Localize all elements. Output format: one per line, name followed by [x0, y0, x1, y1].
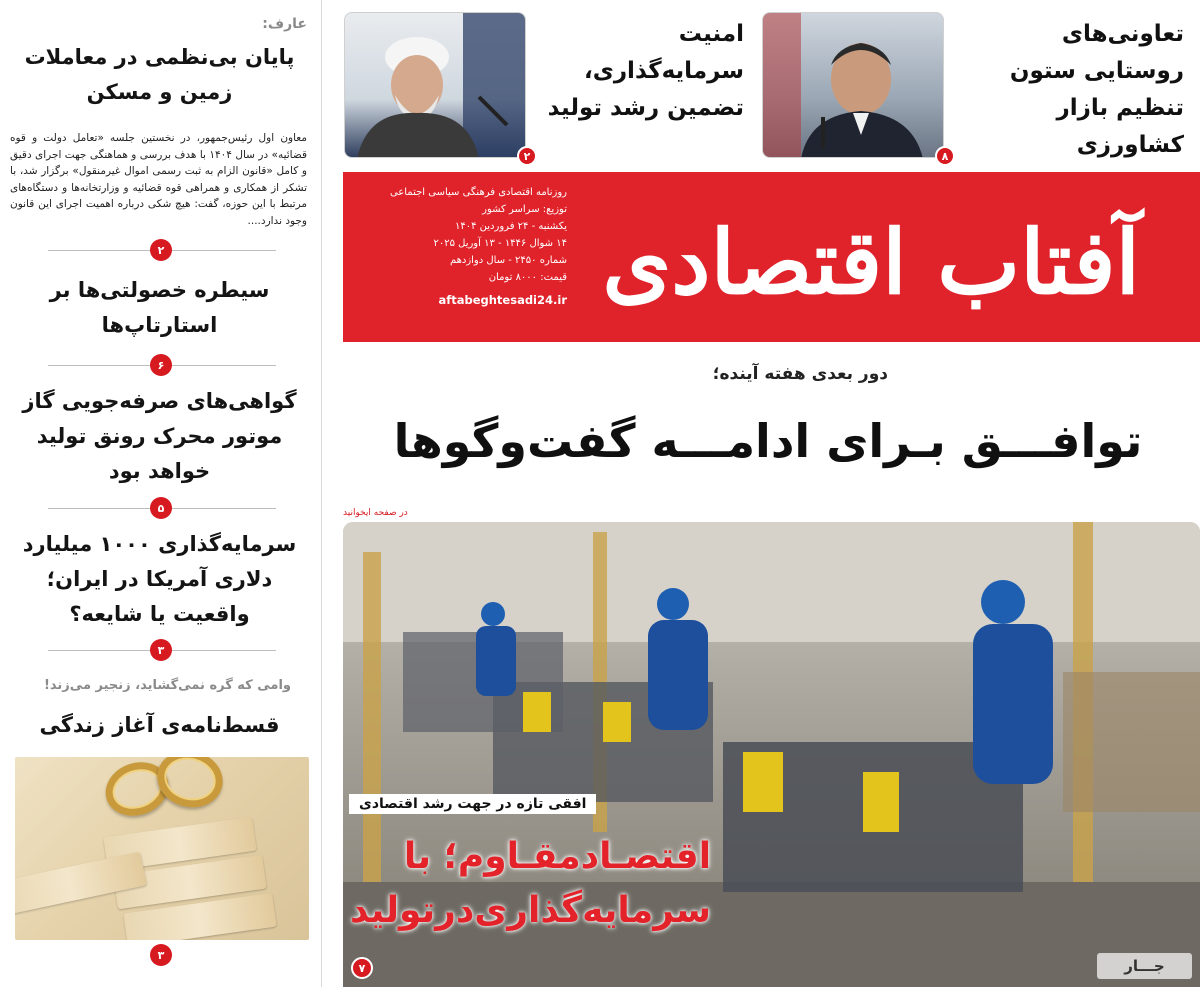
teaser-right-page-badge: ۸: [935, 146, 955, 166]
continue-note: در صفحه ایخوانید: [343, 508, 408, 518]
issue-info: [357, 184, 567, 309]
sidebar-news-column: [0, 0, 322, 987]
photo-story-title-line1: اقتصـادمقـاوم؛ با: [403, 836, 712, 877]
photo-story-kicker: افقی تازه در جهت رشد اقتصادی: [349, 794, 596, 814]
story2-title[interactable]: سیطره خصولتی‌ها بر استارتاپ‌ها: [49, 278, 270, 337]
story5-page-badge: ۳: [150, 944, 172, 966]
teaser-left-title[interactable]: امنیت سرمایه‌گذاری، تضمین رشد تولید: [547, 21, 744, 121]
story5-title[interactable]: قسط‌نامه‌ی آغاز زندگی: [39, 713, 280, 737]
ring-image: [151, 757, 229, 815]
photo-story-title[interactable]: [350, 830, 711, 938]
story3-title[interactable]: گواهی‌های صرفه‌جویی گاز موتور محرک رونق تولید خواهد بود: [22, 389, 297, 483]
website-link[interactable]: aftabeghtesadi24.ir: [438, 293, 567, 307]
masthead-banner: [343, 172, 1200, 342]
story4-title[interactable]: سرمایه‌گذاری ۱۰۰۰ میلیارد دلاری آمریکا در ایران؛ واقعیت یا شایعه؟: [22, 532, 297, 626]
newspaper-logo: آفتاب اقتصادی: [602, 210, 1140, 314]
photo-story-page-badge: ۷: [351, 957, 373, 979]
story1-body: معاون اول رئیس‌جمهور، در نخستین جلسه «تعامل دولت و قوه قضائیه» در سال ۱۴۰۴ با هدف بررسی و هماهنگی جهت اجرای دقیق و کامل «قانون الزام به ثبت رسمی اموال غیرمنقول» برگزار شد، با تشکر از همکاری و همراهی قوه قضائیه و وزارتخانه‌ها و دستگاه‌های مرتبط با این حوزه، گفت: هیچ شکی درباره اهمیت اجرای این قانون وجود ندارد....: [10, 132, 307, 227]
teaser-right-photo: [762, 12, 944, 158]
story2-page-badge: ۶: [150, 354, 172, 376]
issue-info-line: روزنامه اقتصادی فرهنگی سیاسی اجتماعی: [389, 187, 567, 198]
photo-story-title-line2: سرمایه‌گذاری‌درتولید: [350, 890, 712, 931]
official-portrait-image: [344, 13, 525, 158]
issue-info-line: یکشنبه - ۲۴ فروردین ۱۴۰۴: [455, 221, 567, 232]
issue-info-line: توزیع: سراسر کشور: [482, 204, 567, 215]
story1-title[interactable]: پایان بی‌نظمی در معاملات زمین و مسکن: [24, 45, 295, 104]
photo-credit-watermark: جـــار: [1097, 953, 1192, 979]
teaser-left-photo: [344, 12, 526, 158]
official-portrait-image: [762, 13, 943, 158]
issue-info-line: ۱۴ شوال ۱۴۴۶ - ۱۳ آوریل ۲۰۲۵: [433, 238, 567, 249]
story1-page-badge: ۲: [150, 239, 172, 261]
story5-kicker: وامی که گره نمی‌گشاید، زنجیر می‌زند!: [43, 678, 291, 693]
story1-kicker: عارف:: [262, 16, 307, 32]
story3-page-badge: ۵: [150, 497, 172, 519]
issue-info-line: شماره ۲۴۵۰ - سال دوازدهم: [449, 255, 567, 266]
story4-page-badge: ۳: [150, 639, 172, 661]
teaser-left-page-badge: ۲: [517, 146, 537, 166]
main-headline[interactable]: توافـــق بـرای ادامـــه گفت‌وگوها: [393, 414, 1143, 468]
main-kicker: دور بعدی هفته آینده؛: [712, 364, 888, 384]
teaser-right-title[interactable]: تعاونی‌های روستایی ستون تنظیم بازار کشاورزی: [1009, 21, 1184, 158]
wedding-rings-banknotes-photo: [15, 757, 309, 940]
issue-info-line: قیمت: ۸۰۰۰ تومان: [488, 272, 567, 283]
